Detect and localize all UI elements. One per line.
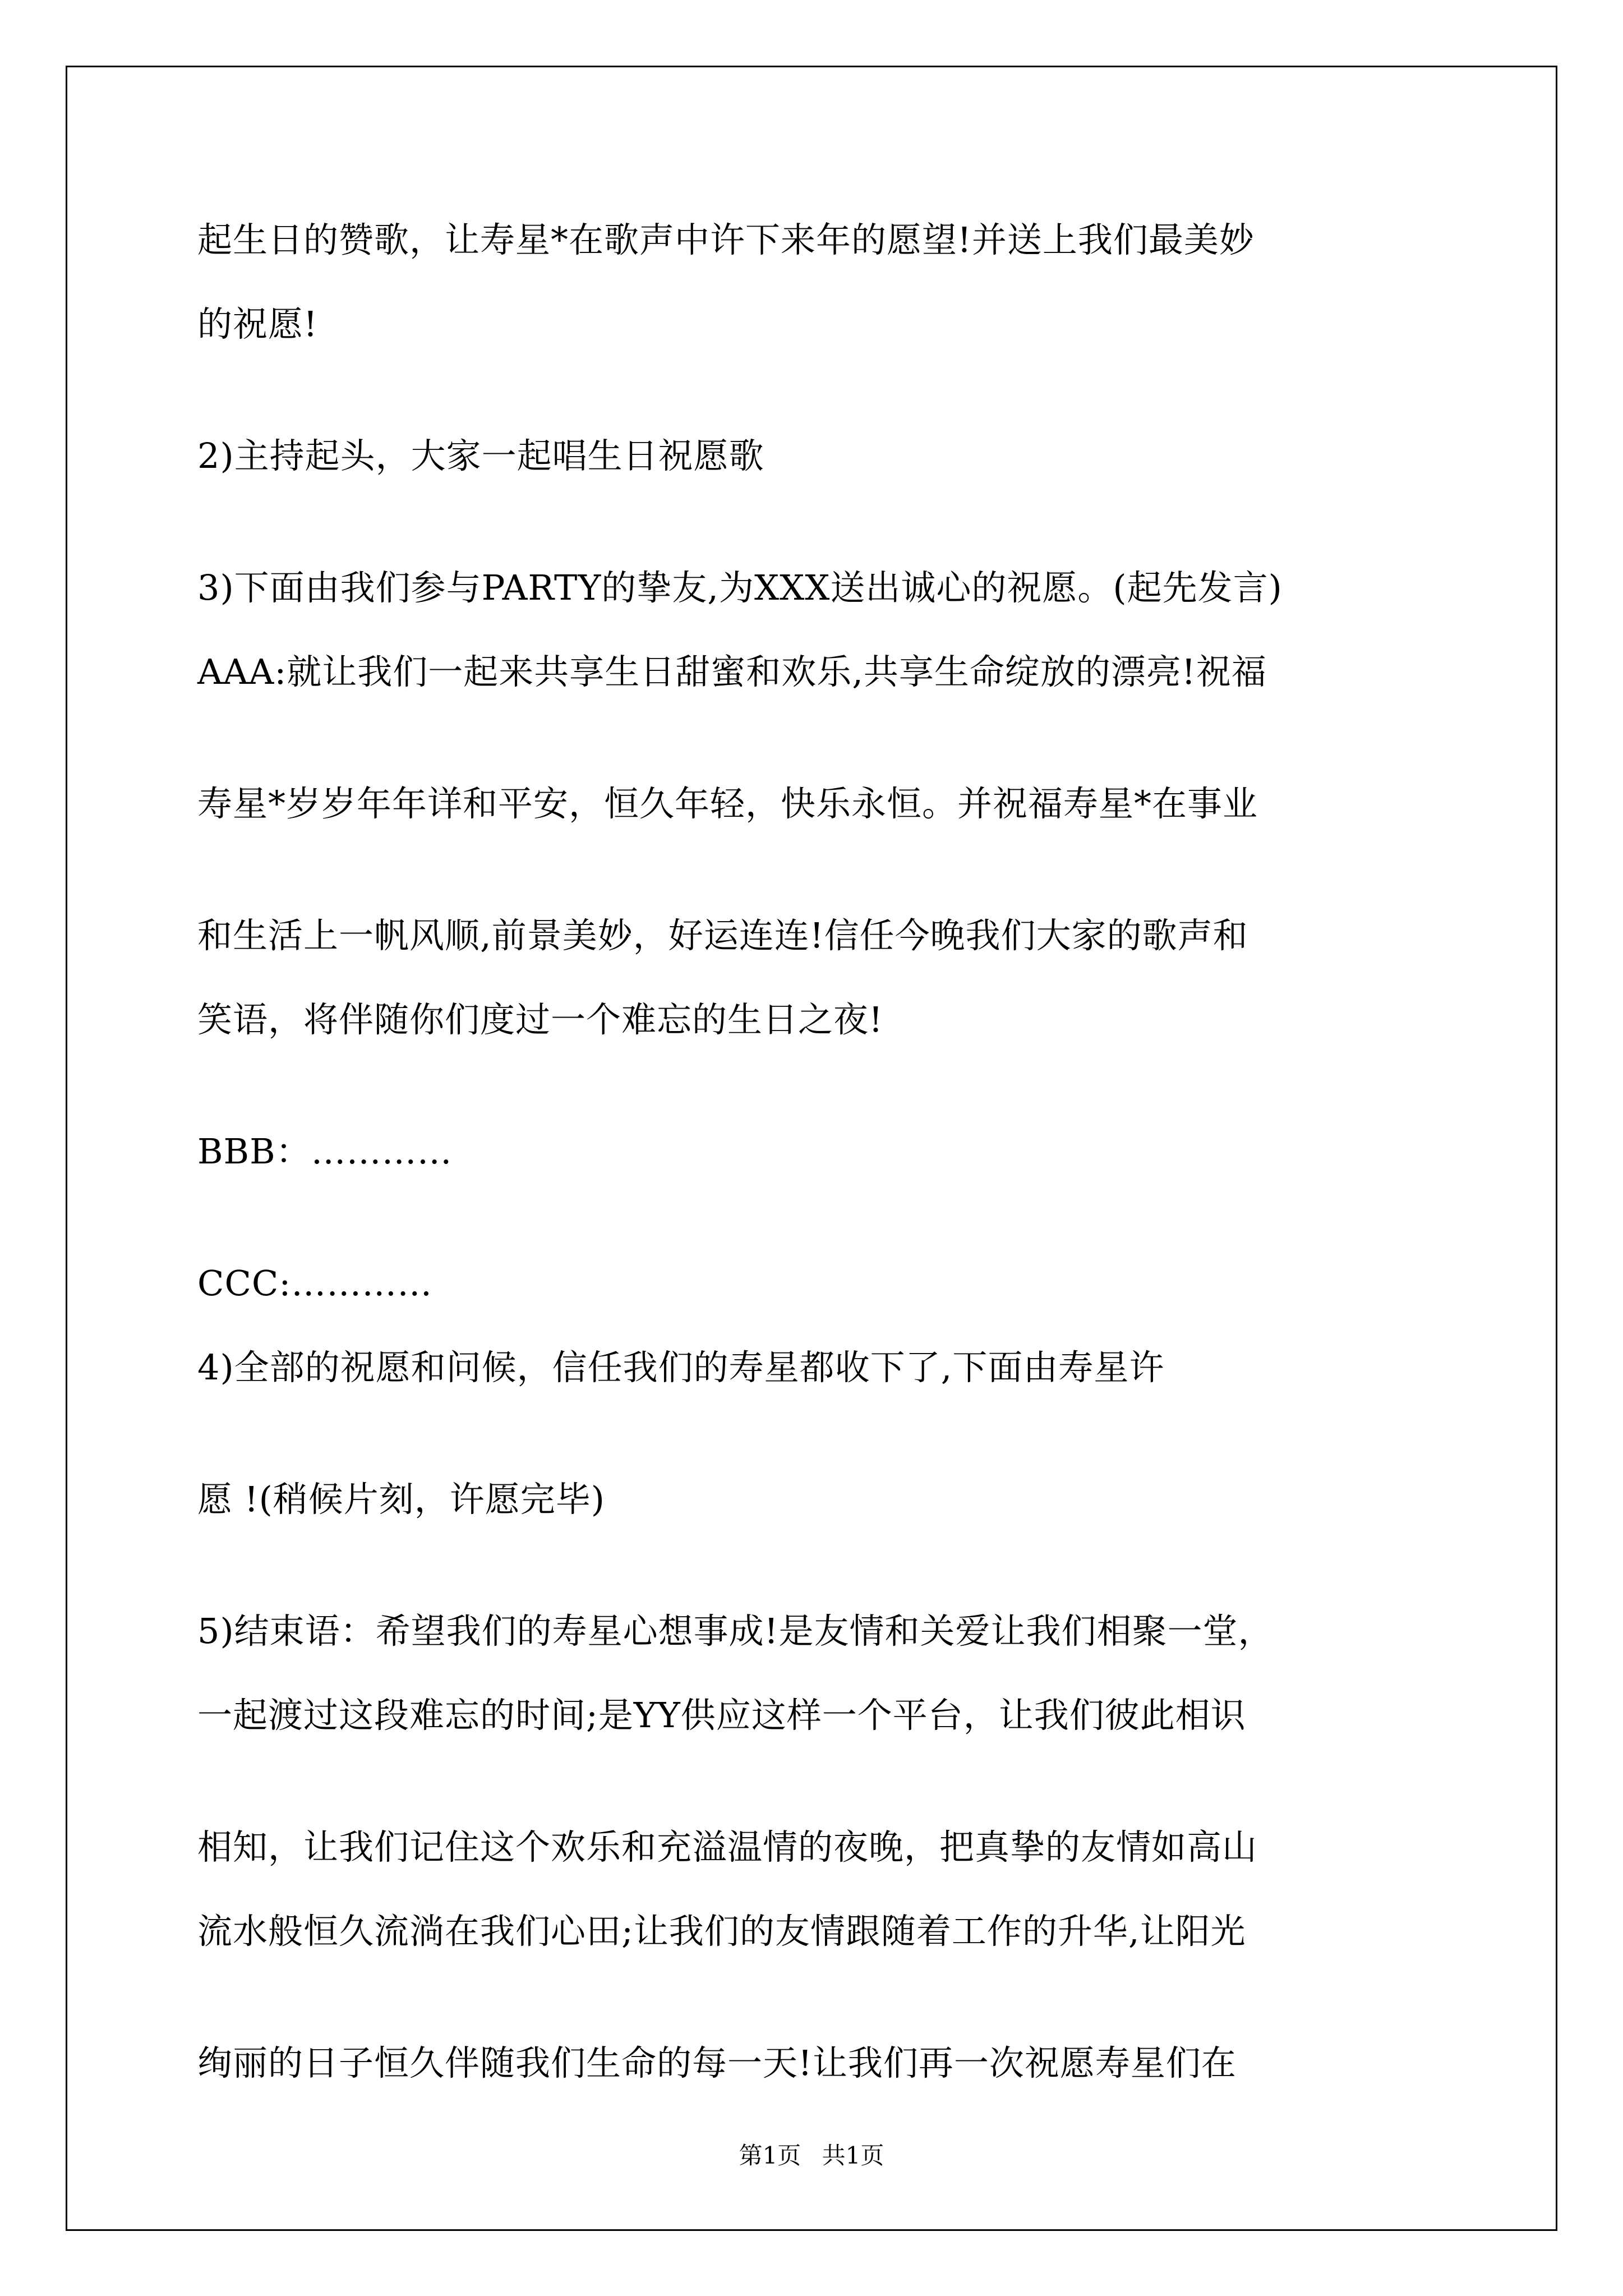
text-line: 5)结束语：希望我们的寿星心想事成!是友情和关爱让我们相聚一堂， [197, 1611, 1274, 1651]
text-line: 一起渡过这段难忘的时间;是YY供应这样一个平台，让我们彼此相识 [197, 1695, 1246, 1736]
text-line: 起生日的赞歌，让寿星*在歌声中许下来年的愿望!并送上我们最美妙 [197, 219, 1255, 260]
page-footer [0, 2142, 1623, 2170]
text-line: CCC:………… [197, 1263, 433, 1304]
text-line: 笑语，将伴随你们度过一个难忘的生日之夜! [197, 999, 883, 1040]
text-line: 4)全部的祝愿和问候，信任我们的寿星都收下了,下面由寿星许 [197, 1347, 1165, 1388]
text-line: 愿 !(稍候片刻，许愿完毕) [197, 1479, 606, 1520]
text-line: 相知，让我们记住这个欢乐和充溢温情的夜晚，把真挚的友情如高山 [197, 1826, 1258, 1867]
text-line: 2)主持起头，大家一起唱生日祝愿歌 [197, 435, 764, 476]
text-line: 绚丽的日子恒久伴随我们生命的每一天!让我们再一次祝愿寿星们在 [197, 2042, 1237, 2083]
text-line: AAA:就让我们一起来共享生日甜蜜和欢乐,共享生命绽放的漂亮!祝福 [197, 651, 1267, 692]
text-line: 和生活上一帆风顺,前景美妙，好运连连!信任今晚我们大家的歌声和 [197, 915, 1248, 956]
page-total: 共1页 [822, 2142, 884, 2169]
text-line: 的祝愿! [197, 303, 318, 344]
text-line: 寿星*岁岁年年详和平安，恒久年轻，快乐永恒。并祝福寿星*在事业 [197, 783, 1258, 824]
text-line: 3)下面由我们参与PARTY的挚友,为XXX送出诚心的祝愿。(起先发言) [197, 567, 1283, 608]
text-line: 流水般恒久流淌在我们心田;让我们的友情跟随着工作的升华,让阳光 [197, 1911, 1246, 1952]
text-line: BBB：………… [197, 1131, 453, 1172]
page-number: 第1页 [739, 2142, 801, 2169]
